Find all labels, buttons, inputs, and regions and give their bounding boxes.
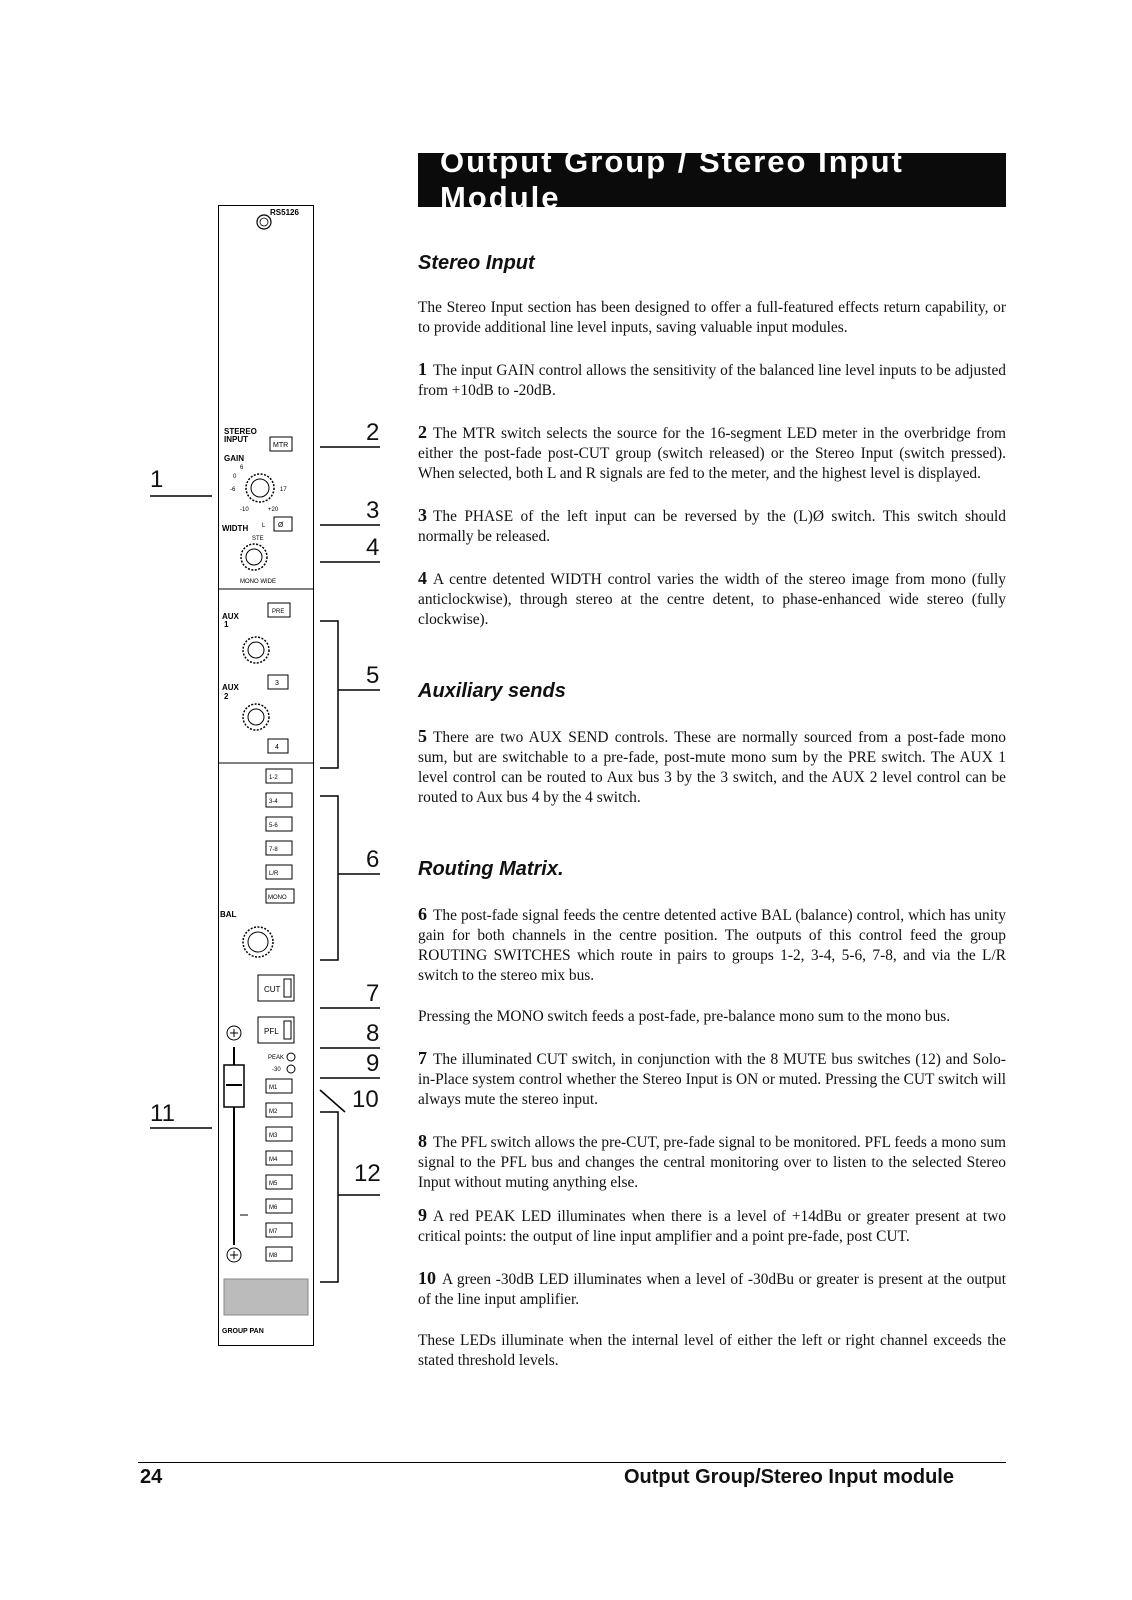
svg-text:CUT: CUT xyxy=(264,985,281,994)
svg-text:M8: M8 xyxy=(269,1253,278,1259)
item-1: 1 The input GAIN control allows the sensitivity of the balanced line level inputs to be adjusted from +10dB to -20dB. xyxy=(418,359,1006,399)
callout-7: 7 xyxy=(366,980,380,1007)
bal-label: BAL xyxy=(220,910,237,919)
callout-2: 2 xyxy=(366,419,380,446)
svg-text:1: 1 xyxy=(224,620,229,629)
model-label: RS5126 xyxy=(270,208,299,217)
svg-text:+20: +20 xyxy=(268,507,279,513)
svg-text:5-6: 5-6 xyxy=(269,823,278,829)
svg-text:6: 6 xyxy=(240,465,244,471)
svg-text:M6: M6 xyxy=(269,1205,278,1211)
aux1-label: AUX xyxy=(222,612,239,621)
svg-text:2: 2 xyxy=(224,692,229,701)
svg-text:-10: -10 xyxy=(240,507,249,513)
group-pan-label: GROUP PAN xyxy=(222,1328,264,1335)
callout-6: 6 xyxy=(366,846,380,873)
footer-title: Output Group/Stereo Input module xyxy=(624,1466,954,1488)
body-text xyxy=(418,250,1006,1371)
m30-label: -30 xyxy=(272,1067,281,1073)
item-10: 10 A green -30dB LED illuminates when a level of -30dBu or greater is present at the output of the line input amplifier. xyxy=(418,1268,1006,1308)
led-note: These LEDs illuminate when the internal level of either the left or right channel exceeds the stated threshold levels. xyxy=(418,1332,1006,1369)
svg-text:M7: M7 xyxy=(269,1229,278,1235)
svg-text:4: 4 xyxy=(275,744,279,751)
section-heading-stereo-input: Stereo Input xyxy=(418,252,535,274)
section-heading-aux-sends: Auxiliary sends xyxy=(418,680,566,702)
svg-text:L: L xyxy=(262,523,266,529)
item-8: 8 The PFL switch allows the pre-CUT, pre-fade signal to be monitored. PFL feeds a mono sum signal to the PFL bus and changes the central monitoring over to listen to the selected Stereo Input without muting anything else. xyxy=(418,1131,1006,1191)
svg-text:M2: M2 xyxy=(269,1109,278,1115)
callout-5: 5 xyxy=(366,662,380,689)
stereo-input-label: STEREO xyxy=(224,427,257,436)
page-title-banner xyxy=(418,144,1006,215)
svg-text:Ø: Ø xyxy=(278,522,284,529)
svg-text:0: 0 xyxy=(233,474,237,480)
svg-text:7-8: 7-8 xyxy=(269,847,278,853)
svg-text:INPUT: INPUT xyxy=(224,435,248,444)
mono-wide-label: MONO WIDE xyxy=(240,579,276,585)
svg-text:1-2: 1-2 xyxy=(269,775,278,781)
item-2: 2 The MTR switch selects the source for the 16-segment LED meter in the overbridge from either the post-fade post-CUT group (switch released) or the Stereo Input (switch pressed). When selected, both L and R signals are fed to the meter, and the highest level is displayed. xyxy=(418,422,1006,482)
gain-label: GAIN xyxy=(224,454,244,463)
svg-text:M1: M1 xyxy=(269,1085,278,1091)
item-5: 5 There are two AUX SEND controls. These are normally sourced from a post-fade mono sum, but are switchable to a pre-fade, post-mute mono sum by the PRE switch. The AUX 1 level control can be routed to Aux bus 3 by the 3 switch, and the AUX 2 level control can be routed to Aux bus 4 by the 4 switch. xyxy=(418,726,1006,806)
peak-label: PEAK xyxy=(268,1055,285,1061)
width-label: WIDTH xyxy=(222,524,249,533)
svg-text:M4: M4 xyxy=(269,1157,278,1163)
callout-11: 11 xyxy=(150,1100,175,1127)
callout-9: 9 xyxy=(366,1050,380,1077)
section-heading-routing: Routing Matrix. xyxy=(418,858,564,880)
svg-text:3-4: 3-4 xyxy=(269,799,278,805)
aux2-label: AUX xyxy=(222,683,239,692)
svg-text:M5: M5 xyxy=(269,1181,278,1187)
item-3: 3 The PHASE of the left input can be reversed by the (L)Ø switch. This switch should normally be released. xyxy=(418,505,1006,545)
callout-4: 4 xyxy=(366,534,380,561)
page-title: Output Group / Stereo Input Module xyxy=(440,144,904,215)
svg-text:3: 3 xyxy=(275,680,279,687)
svg-text:PRE: PRE xyxy=(272,609,285,615)
callout-8: 8 xyxy=(366,1020,380,1047)
svg-text:-6: -6 xyxy=(230,487,236,493)
svg-text:MONO: MONO xyxy=(268,895,287,901)
item-4: 4 A centre detented WIDTH control varies the width of the stereo image from mono (fully anticlockwise), through stereo at the centre detent, to phase-enhanced wide stereo (fully clockwise). xyxy=(418,568,1006,628)
page-number: 24 xyxy=(140,1466,163,1488)
ste-label: STE xyxy=(252,536,264,542)
item-7: 7 The illuminated CUT switch, in conjunction with the 8 MUTE bus switches (12) and Solo-in-Place system control whether the Stereo Input is ON or muted. Pressing the CUT switch will always mute the stereo input. xyxy=(418,1048,1006,1108)
mono-note: Pressing the MONO switch feeds a post-fade, pre-balance mono sum to the mono bus. xyxy=(418,1008,951,1025)
svg-text:MTR: MTR xyxy=(273,442,289,449)
svg-text:17: 17 xyxy=(280,487,287,493)
svg-text:PFL: PFL xyxy=(264,1027,279,1036)
svg-text:L/R: L/R xyxy=(269,871,279,877)
callout-1: 1 xyxy=(150,466,164,493)
svg-text:M3: M3 xyxy=(269,1133,278,1139)
item-6: 6 The post-fade signal feeds the centre detented active BAL (balance) control, which has unity gain for both channels in the centre position. The outputs of this control feed the group ROUTING SWITCHES which route in pairs to groups 1-2, 3-4, 5-6, 7-8, and via the L/R switch to the stereo mix bus. xyxy=(418,904,1006,984)
item-9: 9 A red PEAK LED illuminates when there is a level of +14dBu or greater present at two critical points: the output of line input amplifier and a point pre-fade, post CUT. xyxy=(418,1205,1006,1245)
callout-10: 10 xyxy=(352,1086,379,1113)
callout-3: 3 xyxy=(366,497,380,524)
stereo-input-intro: The Stereo Input section has been designed to offer a full-featured effects return capability, or to provide additional line level inputs, saving valuable input modules. xyxy=(418,299,1006,336)
callout-12: 12 xyxy=(354,1160,381,1187)
footer-rule xyxy=(138,1462,1006,1463)
callout-lines xyxy=(140,400,390,1300)
